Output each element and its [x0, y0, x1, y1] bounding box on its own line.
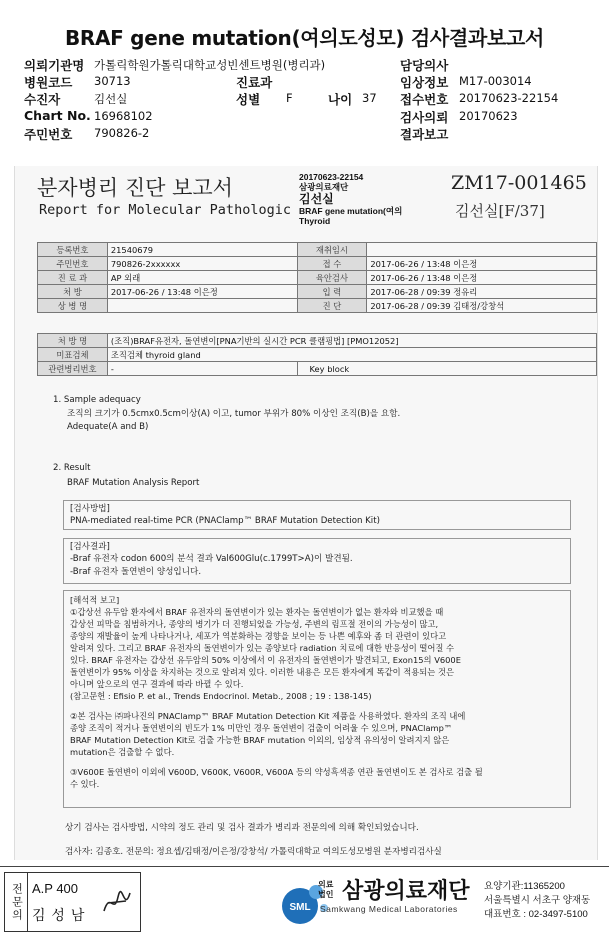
- interp-line: ①갑상선 유두암 환자에서 BRAF 유전자의 돌연변이가 있는 환자는 돌연변이가 없는 환자와 비교했을 때: [70, 607, 444, 617]
- org-type: [318, 880, 333, 900]
- report-title-ko: 분자병리 진단 보고서: [37, 176, 233, 200]
- result-line-2: -Braf 유전자 돌연변이 양성입니다.: [70, 566, 202, 577]
- label-resident-no: 주민번호: [24, 127, 73, 142]
- org-type-line: 의료: [318, 880, 334, 889]
- sticker-name: 김선실: [299, 192, 334, 206]
- interp-reference: (참고문헌 : Efisio P. et al., Trends Endocrinol. Metab., 2008 ; 19 : 138-145): [70, 691, 372, 701]
- org-type-line: 법인: [318, 890, 334, 899]
- interp-line: 수 있다.: [70, 779, 100, 789]
- label-department: 진료과: [236, 75, 273, 90]
- value-institution: 가톨릭학원가톨릭대학교성빈센트병원(병리과): [94, 58, 326, 72]
- logo-text: SML: [289, 902, 311, 913]
- cell-label: 상 병 명: [38, 299, 108, 313]
- table-row: [38, 271, 597, 285]
- section-title: 2. Result: [53, 463, 91, 473]
- cell-value: 21540679: [107, 243, 297, 257]
- org-name-en: Samkwang Medical Laboratories: [320, 904, 458, 914]
- signature-scribble: [100, 885, 136, 921]
- result-box: [63, 538, 571, 584]
- table-row: [38, 257, 597, 271]
- method-box: [63, 500, 571, 530]
- value-chart-no: 16968102: [94, 109, 153, 123]
- cell-label: 미표검체: [38, 348, 108, 362]
- org-contact: [484, 880, 590, 922]
- specialist-label: 전문의: [4, 872, 28, 932]
- table-row: [38, 285, 597, 299]
- section-title: 1. Sample adequacy: [53, 395, 141, 405]
- cell-label: 진 료 과: [38, 271, 108, 285]
- interp-line: ②본 검사는 ㈜파나진의 PNAClamp™ BRAF Mutation Detection Kit 제품을 사용하였다. 환자의 조직 내에: [70, 711, 466, 721]
- result-heading: [검사결과]: [70, 542, 110, 552]
- cell-label: 처 방 명: [38, 334, 108, 348]
- interp-line: 있다. BRAF 유전자는 갑상선 유두암의 50% 이상에서 이 유전자의 돌연변이가 발견되고, Exon15의 V600E: [70, 655, 461, 665]
- table-row: [38, 348, 597, 362]
- adequacy-result: Adequate(A and B): [67, 421, 149, 432]
- label-receipt-no: 접수번호: [400, 92, 449, 107]
- doctor-name: 김 성 남: [32, 907, 86, 923]
- interp-line: 종양 조직이 적거나 돌연변이의 빈도가 1% 미만인 경우 돌연변이 검출이 어려울 수 있으며, PNAClamp™: [70, 723, 453, 733]
- value-clinical-info: M17-003014: [459, 74, 532, 88]
- table-row: [38, 299, 597, 313]
- org-name: 삼광의료재단: [342, 878, 470, 903]
- table-row: [38, 243, 597, 257]
- result-subtitle: BRAF Mutation Analysis Report: [67, 478, 200, 489]
- table-row: [38, 334, 597, 348]
- cell-label: 입 력: [297, 285, 367, 299]
- org-phone: 대표번호 : 02-3497-5100: [484, 909, 588, 920]
- interp-line: 돌연변이가 95% 이상을 차지하는 것으로 알려져 있다. 이러한 내용은 모든 환자에게 똑같이 적용되는 것은: [70, 667, 454, 677]
- signature-box: [26, 872, 141, 932]
- cell-value: 2017-06-26 / 13:48 이은정: [107, 285, 297, 299]
- report-title-en: Report for Molecular Pathologic: [39, 202, 291, 218]
- interp-line: 갑상선 피막을 침범하거나, 종양의 병기가 더 진행되었을 가능성, 주변의 림프절 전이의 가능성이 많고,: [70, 619, 439, 629]
- closing-statement: 상기 검사는 검사방법, 시약의 정도 관리 및 검사 결과가 병리과 전문의에 의해 확인되었습니다.: [65, 823, 419, 833]
- cell-value: 2017-06-28 / 09:39 김태정/강창석: [367, 299, 597, 313]
- cell-value: AP 외래: [107, 271, 297, 285]
- table-row: [38, 362, 597, 376]
- specimen-sticker: [299, 172, 439, 226]
- cell-value: 2017-06-28 / 09:39 정유리: [367, 285, 597, 299]
- value-receipt-no: 20170623-22154: [459, 91, 559, 105]
- section-result: [53, 462, 199, 490]
- org-address: 서울특별시 서초구 양재동: [484, 895, 591, 906]
- cell-label: 재취임시: [297, 243, 367, 257]
- facility-code: 요양기관:11365200: [484, 881, 565, 892]
- cell-value: 790826-2xxxxxx: [107, 257, 297, 271]
- cell-label: 주민번호: [38, 257, 108, 271]
- method-heading: [검사방법]: [70, 504, 110, 514]
- examiners: 검사자: 김종호. 전문의: 정요셉/김태정/이은정/강창석/ 가톨릭대학교 여의도성모병원 분자병리검사실: [65, 847, 442, 857]
- label-institution: 의뢰기관명: [24, 58, 85, 73]
- interp-line: BRAF Mutation Detection Kit로 검출 가능한 BRAF mutation 이외의, 임상적 유의성이 알려지지 않은: [70, 735, 450, 745]
- adequacy-criteria: 조직의 크기가 0.5cmx0.5cm이상(A) 이고, tumor 부위가 80% 이상인 조직(B)을 요함.: [67, 409, 401, 420]
- cell-label: 등록번호: [38, 243, 108, 257]
- value-resident-no: 790826-2: [94, 126, 150, 140]
- label-hospital-code: 병원코드: [24, 75, 73, 90]
- value-request-date: 20170623: [459, 109, 518, 123]
- footer-divider: [0, 866, 609, 867]
- interpretation-heading: [해석적 보고]: [70, 595, 120, 605]
- cell-label: 육안검사: [297, 271, 367, 285]
- result-line-1: -Braf 유전자 codon 600의 분석 결과 Val600Glu(c.1799T>A)이 발견됨.: [70, 554, 353, 565]
- label-request-date: 검사의뢰: [400, 110, 449, 125]
- label-sex: 성별: [236, 92, 261, 107]
- cell-label: 처 방: [38, 285, 108, 299]
- cell-value: (조직)BRAF유전자, 돌연변이[PNA기반의 실시간 PCR 클램핑법] [PMO12052]: [107, 334, 596, 348]
- ap-code: A.P 400: [32, 881, 79, 896]
- cell-label: 진 단: [297, 299, 367, 313]
- sticker-receipt: 20170623-22154: [299, 172, 364, 182]
- cell-value: 조직검체 thyroid gland: [107, 348, 596, 362]
- label-chart-no: Chart No.: [24, 108, 91, 123]
- interp-line: 아니며 앞으로의 연구 결과에 따라 바뀔 수 있다.: [70, 679, 244, 689]
- label-age: 나이: [328, 92, 353, 107]
- interpretation-box: [63, 590, 571, 808]
- cell-value: 2017-06-26 / 13:48 이은정: [367, 271, 597, 285]
- value-age: 37: [362, 91, 377, 105]
- label-clinical-info: 임상정보: [400, 75, 449, 90]
- value-sex: F: [286, 91, 293, 105]
- cell-value: -: [107, 362, 297, 376]
- order-info-table: [37, 333, 597, 376]
- patient-info-table: [37, 242, 597, 313]
- cell-value: 2017-06-26 / 13:48 이은정: [367, 257, 597, 271]
- cell-value: [107, 299, 297, 313]
- label-patient: 수진자: [24, 92, 61, 107]
- patient-tag: 김선실[F/37]: [455, 202, 545, 220]
- interp-line: ③V600E 돌연변이 이외에 V600D, V600K, V600R, V600A 등의 약성흑색종 연관 돌연변이도 본 검사로 검출 될: [70, 767, 483, 777]
- label-doctor: 담당의사: [400, 58, 449, 73]
- cell-label: 관련병리번호: [38, 362, 108, 376]
- section-sample-adequacy: [53, 394, 400, 433]
- value-patient: 김선실: [94, 92, 128, 106]
- interp-line: mutation은 검출할 수 없다.: [70, 747, 175, 757]
- cell-label: 접 수: [297, 257, 367, 271]
- report-title: BRAF gene mutation(여의도성모) 검사결과보고서: [64, 26, 545, 50]
- cell-value: Key block: [297, 362, 596, 376]
- label-result-report: 결과보고: [400, 127, 449, 142]
- scanned-report: [14, 166, 598, 860]
- sticker-org: 삼광의료재단: [299, 182, 349, 192]
- interp-line: 종양의 재발율이 높게 나타나거나, 세포가 역분화하는 경향을 보이는 등 나쁜 예후와 좀 더 관련이 있다고: [70, 631, 447, 641]
- sticker-test: BRAF gene mutation(여의: [299, 206, 403, 216]
- sticker-tissue: Thyroid: [299, 216, 331, 226]
- case-number: ZM17-001465: [451, 172, 587, 194]
- cell-value: [367, 243, 597, 257]
- value-hospital-code: 30713: [94, 74, 131, 88]
- interp-line: 알려져 있다. 그리고 BRAF 유전자의 돌연변이가 있는 종양보다 radiation 치료에 대한 반응성이 떨어질 수: [70, 643, 455, 653]
- method-text: PNA-mediated real-time PCR (PNAClamp™ BRAF Mutation Detection Kit): [70, 516, 380, 527]
